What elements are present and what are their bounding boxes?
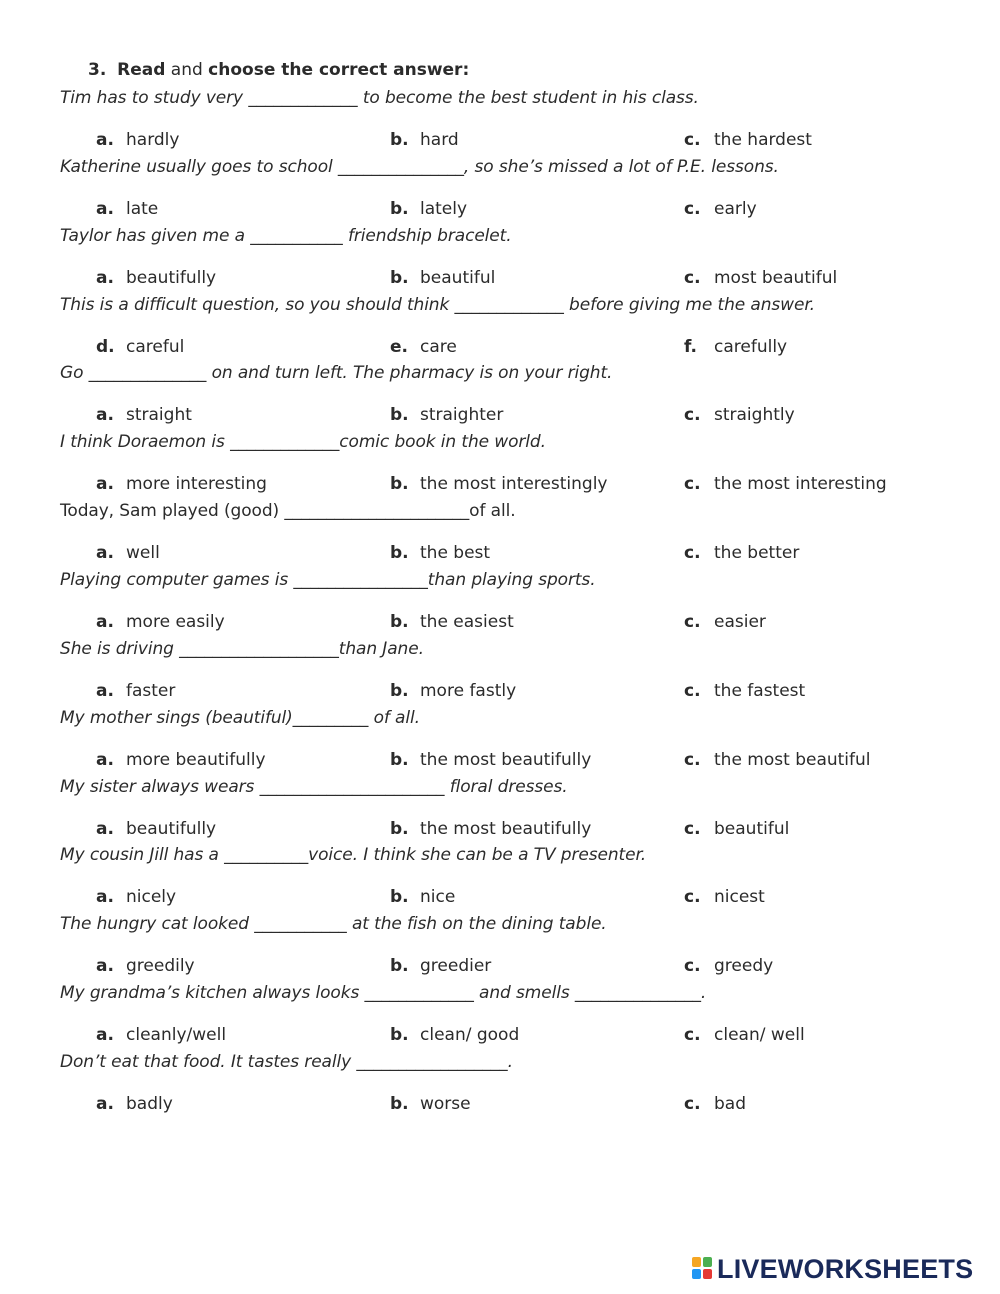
option-letter: a. (96, 267, 114, 288)
answer-option-a[interactable] (96, 681, 175, 701)
answer-option-a[interactable] (96, 1025, 226, 1045)
question-text: My sister always wears ______________________ floral dresses. (60, 776, 568, 797)
option-text: more fastly (420, 680, 517, 701)
option-letter: a. (96, 956, 114, 977)
option-text: straightly (714, 405, 795, 426)
answer-option-b[interactable] (390, 956, 491, 976)
answer-option-a[interactable] (96, 199, 158, 219)
option-text: the fastest (714, 680, 806, 701)
option-text: greedily (126, 956, 195, 977)
option-letter: a. (96, 198, 114, 219)
option-letter: a. (96, 818, 114, 839)
answer-option-c[interactable] (684, 1094, 746, 1114)
answer-option-c[interactable] (684, 130, 812, 150)
question-text: My grandma’s kitchen always looks _____________ and smells _______________. (60, 983, 707, 1004)
option-letter: b. (390, 1025, 409, 1046)
option-text: hardly (126, 130, 180, 150)
answer-option-c[interactable] (684, 681, 805, 701)
question-text: My cousin Jill has a __________voice. I think she can be a TV presenter. (60, 845, 647, 866)
option-text: the most interesting (714, 474, 887, 495)
answer-option-a[interactable] (96, 612, 225, 632)
option-letter: c. (684, 267, 701, 288)
option-text: the most interestingly (420, 474, 608, 495)
answer-option-c[interactable] (684, 199, 757, 219)
answer-option-b[interactable] (390, 819, 591, 839)
liveworksheets-logo (692, 1254, 973, 1284)
option-letter: b. (390, 267, 409, 288)
option-text: the best (420, 543, 491, 564)
option-letter: c. (684, 611, 701, 632)
exercise-number: 3. (88, 60, 107, 80)
option-text: careful (126, 336, 185, 357)
option-text: beautiful (714, 818, 790, 839)
option-text: clean/ well (714, 1025, 805, 1046)
answer-option-b[interactable] (390, 543, 490, 563)
answer-option-a[interactable] (96, 268, 216, 288)
option-text: hard (420, 130, 459, 150)
question-text: Taylor has given me a ___________ friendship bracelet. (60, 225, 512, 246)
answer-option-a[interactable] (96, 887, 176, 907)
question-text: The hungry cat looked ___________ at the fish on the dining table. (60, 914, 607, 935)
question-text: Playing computer games is ________________than playing sports. (60, 569, 596, 590)
option-letter: a. (96, 543, 114, 564)
question-text: My mother sings (beautiful)_________ of all. (60, 707, 420, 728)
option-text: carefully (714, 336, 788, 357)
option-text: bad (714, 1093, 746, 1114)
question-text: Don’t eat that food. It tastes really __________________. (60, 1051, 513, 1072)
option-letter: b. (390, 611, 409, 632)
option-letter: b. (390, 405, 409, 426)
exercise-heading (88, 60, 469, 80)
option-letter: c. (684, 749, 701, 770)
option-text: most beautiful (714, 267, 838, 288)
option-letter: c. (684, 1093, 701, 1114)
option-text: more interesting (126, 474, 267, 495)
question-text: She is driving ___________________than Jane. (60, 638, 424, 659)
answer-option-a[interactable] (96, 543, 160, 563)
answer-option-b[interactable] (390, 268, 495, 288)
option-text: straight (126, 405, 192, 426)
answer-option-c[interactable] (684, 337, 787, 357)
answer-option-a[interactable] (96, 819, 216, 839)
question-text: Today, Sam played (good) ______________________of all. (60, 501, 516, 522)
liveworksheets-logo-text: LIVEWORKSHEETS (717, 1253, 974, 1284)
option-letter: c. (684, 130, 701, 150)
question-text: I think Doraemon is _____________comic book in the world. (60, 432, 546, 453)
option-letter: b. (390, 749, 409, 770)
option-text: lately (420, 198, 468, 219)
option-text: clean/ good (420, 1025, 520, 1046)
answer-option-a[interactable] (96, 337, 184, 357)
answer-option-b[interactable] (390, 474, 607, 494)
option-text: worse (420, 1093, 471, 1114)
answer-option-b[interactable] (390, 681, 516, 701)
option-text: the easiest (420, 611, 514, 632)
option-letter: a. (96, 680, 114, 701)
answer-option-c[interactable] (684, 1025, 805, 1045)
option-letter: b. (390, 887, 409, 908)
option-letter: b. (390, 956, 409, 977)
option-text: care (420, 336, 457, 357)
option-text: early (714, 198, 757, 219)
answer-option-a[interactable] (96, 956, 195, 976)
answer-option-b[interactable] (390, 612, 514, 632)
option-text: the hardest (714, 130, 812, 150)
question-text: Katherine usually goes to school _______________, so she’s missed a lot of P.E. lessons. (60, 156, 779, 177)
question-text: Tim has to study very _____________ to become the best student in his class. (60, 88, 699, 108)
answer-option-c[interactable] (684, 268, 837, 288)
answer-option-c[interactable] (684, 543, 799, 563)
question-text: Go ______________ on and turn left. The pharmacy is on your right. (60, 363, 613, 384)
option-text: cleanly/well (126, 1025, 227, 1046)
option-text: late (126, 198, 159, 219)
option-letter: a. (96, 749, 114, 770)
option-letter: b. (390, 543, 409, 564)
option-text: the most beautifully (420, 818, 592, 839)
option-letter: a. (96, 1093, 114, 1114)
option-letter: a. (96, 1025, 114, 1046)
option-text: the most beautiful (714, 749, 871, 770)
option-letter: d. (96, 336, 115, 357)
liveworksheets-logo-icon (692, 1257, 714, 1281)
question-text: This is a difficult question, so you should think _____________ before giving me the answer. (60, 294, 815, 315)
option-text: nice (420, 887, 456, 908)
exercise-instruction-and: and (170, 60, 203, 80)
answer-option-b[interactable] (390, 337, 457, 357)
exercise-instruction-choose: choose the correct answer: (208, 60, 470, 80)
option-letter: c. (684, 956, 701, 977)
option-letter: c. (684, 1025, 701, 1046)
option-letter: b. (390, 198, 409, 219)
option-text: faster (126, 680, 176, 701)
option-letter: b. (390, 130, 409, 150)
answer-option-c[interactable] (684, 612, 766, 632)
option-letter: e. (390, 336, 408, 357)
option-letter: c. (684, 405, 701, 426)
answer-option-c[interactable] (684, 750, 871, 770)
option-text: beautifully (126, 267, 217, 288)
answer-option-b[interactable] (390, 1025, 519, 1045)
answer-option-b[interactable] (390, 1094, 471, 1114)
option-text: nicely (126, 887, 177, 908)
option-text: greedy (714, 956, 774, 977)
option-text: beautiful (420, 267, 496, 288)
answer-option-b[interactable] (390, 750, 591, 770)
answer-option-a[interactable] (96, 1094, 173, 1114)
answer-option-b[interactable] (390, 199, 467, 219)
option-text: easier (714, 611, 766, 632)
option-text: well (126, 543, 160, 564)
option-letter: c. (684, 543, 701, 564)
option-letter: b. (390, 680, 409, 701)
answer-option-a[interactable] (96, 474, 267, 494)
exercise-instruction-read: Read (117, 60, 166, 80)
option-letter: c. (684, 818, 701, 839)
option-text: more beautifully (126, 749, 266, 770)
answer-option-c[interactable] (684, 405, 795, 425)
option-text: nicest (714, 887, 765, 908)
option-letter: f. (684, 336, 697, 357)
option-letter: c. (684, 474, 701, 495)
option-letter: c. (684, 680, 701, 701)
answer-option-c[interactable] (684, 887, 765, 907)
option-text: the better (714, 543, 800, 564)
answer-option-b[interactable] (390, 130, 459, 150)
option-text: beautifully (126, 818, 217, 839)
answer-option-a[interactable] (96, 405, 192, 425)
answer-option-c[interactable] (684, 956, 773, 976)
option-text: the most beautifully (420, 749, 592, 770)
option-letter: a. (96, 474, 114, 495)
option-letter: a. (96, 130, 114, 150)
option-letter: a. (96, 887, 114, 908)
answer-option-c[interactable] (684, 474, 887, 494)
option-text: straighter (420, 405, 504, 426)
option-letter: b. (390, 474, 409, 495)
option-text: greedier (420, 956, 492, 977)
answer-option-b[interactable] (390, 887, 455, 907)
option-letter: a. (96, 405, 114, 426)
option-letter: c. (684, 887, 701, 908)
option-letter: a. (96, 611, 114, 632)
answer-option-c[interactable] (684, 819, 789, 839)
option-text: badly (126, 1093, 173, 1114)
option-text: more easily (126, 611, 225, 632)
option-letter: b. (390, 1093, 409, 1114)
answer-option-a[interactable] (96, 130, 179, 150)
answer-option-b[interactable] (390, 405, 503, 425)
option-letter: c. (684, 198, 701, 219)
option-letter: b. (390, 818, 409, 839)
answer-option-a[interactable] (96, 750, 266, 770)
